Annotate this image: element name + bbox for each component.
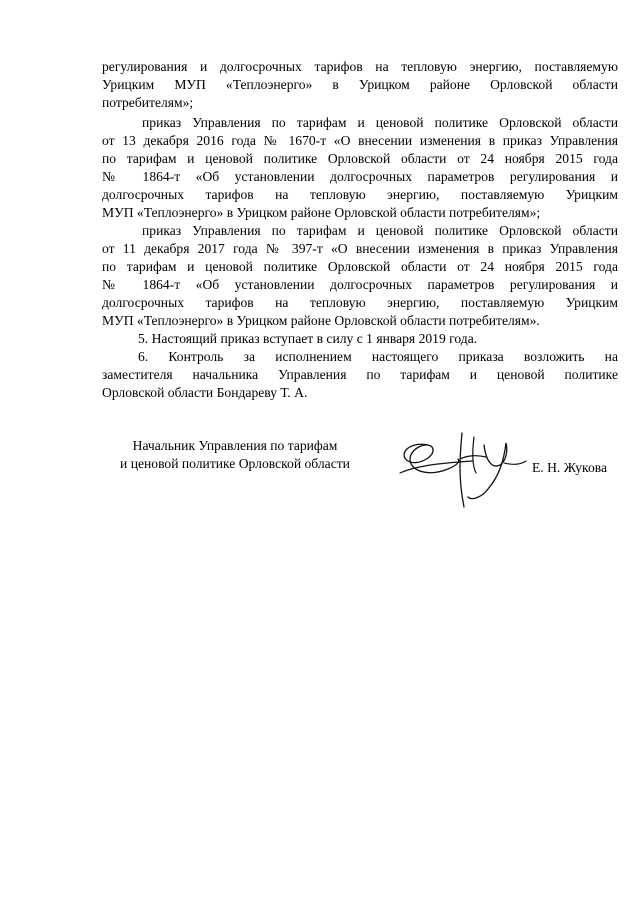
signatory-position [104, 437, 366, 473]
text-line: регулирования и долгосрочных тарифов на тепловую энергию, поставляемую [102, 59, 618, 74]
text-line: МУП «Теплоэнерго» в Урицком районе Орловской области потребителям»; [102, 205, 541, 220]
text-line: приказ Управления по тарифам и ценовой политике Орловской области [142, 223, 618, 238]
text-line: Орловской области Бондареву Т. А. [102, 385, 308, 400]
text-line: МУП «Теплоэнерго» в Урицком районе Орловской области потребителям». [102, 313, 540, 328]
text-line: приказ Управления по тарифам и ценовой политике Орловской области [142, 115, 618, 130]
text-line: Урицким МУП «Теплоэнерго» в Урицком районе Орловской области [102, 77, 618, 92]
text-line: долгосрочных тарифов на тепловую энергию, поставляемую Урицким [102, 187, 618, 202]
text-line: заместителя начальника Управления по тарифам и ценовой политике [102, 367, 618, 382]
text-line: от 11 декабря 2017 года № 397-т «О внесении изменения в приказ Управления [102, 241, 618, 256]
signatory-position-line: Начальник Управления по тарифам [132, 438, 338, 453]
text-line: № 1864-т «Об установлении долгосрочных параметров регулирования и [102, 277, 618, 292]
text-line: по тарифам и ценовой политике Орловской области от 24 ноября 2015 года [102, 259, 618, 274]
handwritten-signature [388, 415, 528, 510]
paragraph-item-5 [102, 330, 618, 348]
text-line: по тарифам и ценовой политике Орловской области от 24 ноября 2015 года [102, 151, 618, 166]
signatory-position-line: и ценовой политике Орловской области [120, 456, 350, 471]
paragraph-order-2016 [102, 114, 618, 222]
text-line: потребителям»; [102, 95, 194, 110]
text-line: от 13 декабря 2016 года № 1670-т «О внесении изменения в приказ Управления [102, 133, 618, 148]
text-line: 5. Настоящий приказ вступает в силу с 1 января 2019 года. [138, 331, 478, 346]
paragraph-order-2017 [102, 222, 618, 330]
signatory-name: Е. Н. Жукова [532, 460, 608, 475]
text-line: 6. Контроль за исполнением настоящего приказа возложить на [138, 349, 618, 364]
paragraph-item-6 [102, 348, 618, 402]
paragraph-continuation [102, 58, 618, 112]
text-line: № 1864-т «Об установлении долгосрочных параметров регулирования и [102, 169, 618, 184]
text-line: долгосрочных тарифов на тепловую энергию, поставляемую Урицким [102, 295, 618, 310]
